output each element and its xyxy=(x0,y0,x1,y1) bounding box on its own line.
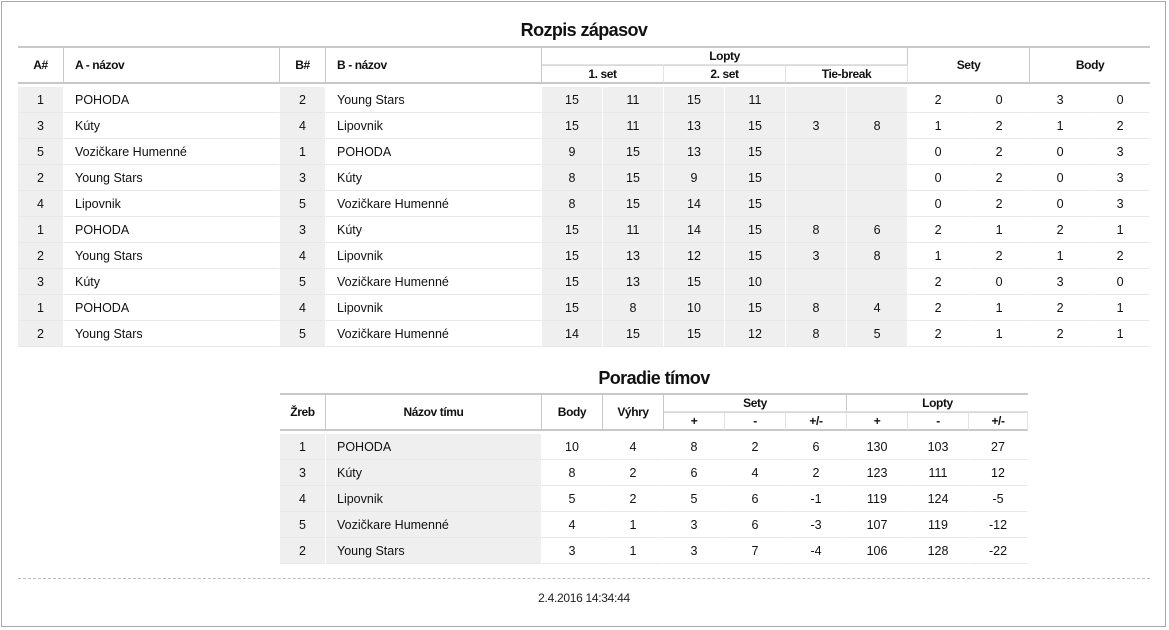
cell-set2-b: 15 xyxy=(725,217,786,243)
table-row xyxy=(18,243,1150,269)
cell-body-b: 1 xyxy=(1091,321,1150,347)
cell-zreb: 2 xyxy=(280,538,326,564)
cell-set1-a: 15 xyxy=(542,243,603,269)
cell-lop-diff: -22 xyxy=(969,538,1028,564)
table-row xyxy=(18,191,1150,217)
cell-set2-b: 15 xyxy=(725,113,786,139)
cell-sety-a: 0 xyxy=(908,139,969,165)
cell-tiebreak-b xyxy=(847,269,908,295)
cell-tiebreak-a xyxy=(786,84,847,113)
cell-set2-a: 12 xyxy=(664,243,725,269)
footer-divider xyxy=(18,578,1150,579)
cell-sety-a: 0 xyxy=(908,165,969,191)
cell-lop-minus: 124 xyxy=(908,486,969,512)
col-tiebreak: Tie-break xyxy=(786,65,908,84)
cell-b-name: Vozičkare Humenné xyxy=(326,191,542,217)
cell-set-minus: 6 xyxy=(725,486,786,512)
col-b-name: B - názov xyxy=(326,46,542,84)
cell-set2-b: 15 xyxy=(725,139,786,165)
table-row xyxy=(280,512,1028,538)
cell-tiebreak-a: 8 xyxy=(786,295,847,321)
cell-set1-b: 15 xyxy=(603,191,664,217)
cell-body: 8 xyxy=(542,460,603,486)
cell-set2-a: 15 xyxy=(664,269,725,295)
cell-b-num: 3 xyxy=(280,217,326,243)
cell-a-num: 5 xyxy=(18,139,64,165)
cell-team-name: Young Stars xyxy=(326,538,542,564)
cell-tiebreak-a: 8 xyxy=(786,217,847,243)
cell-set-plus: 8 xyxy=(664,431,725,460)
cell-set-minus: 7 xyxy=(725,538,786,564)
cell-b-num: 4 xyxy=(280,113,326,139)
cell-tiebreak-b: 5 xyxy=(847,321,908,347)
col-set-plus: + xyxy=(664,412,725,431)
cell-b-name: Kúty xyxy=(326,165,542,191)
cell-a-num: 2 xyxy=(18,243,64,269)
col-a-name: A - názov xyxy=(64,46,280,84)
cell-sety-a: 1 xyxy=(908,113,969,139)
cell-sety-b: 1 xyxy=(969,321,1030,347)
cell-set1-a: 15 xyxy=(542,295,603,321)
cell-set-diff: 2 xyxy=(786,460,847,486)
cell-set-minus: 4 xyxy=(725,460,786,486)
cell-tiebreak-b xyxy=(847,139,908,165)
cell-body-b: 0 xyxy=(1091,84,1150,113)
cell-set1-b: 15 xyxy=(603,321,664,347)
cell-set1-b: 11 xyxy=(603,217,664,243)
cell-a-num: 3 xyxy=(18,269,64,295)
cell-set2-a: 13 xyxy=(664,139,725,165)
cell-body: 3 xyxy=(542,538,603,564)
cell-body: 5 xyxy=(542,486,603,512)
cell-set2-a: 14 xyxy=(664,191,725,217)
cell-lop-diff: -12 xyxy=(969,512,1028,538)
cell-b-name: Lipovnik xyxy=(326,243,542,269)
cell-a-num: 1 xyxy=(18,295,64,321)
table-row xyxy=(280,431,1028,460)
table-row xyxy=(18,84,1150,113)
table-row xyxy=(280,486,1028,512)
cell-body-b: 1 xyxy=(1091,295,1150,321)
standings-table xyxy=(280,393,1028,564)
col-sety: Sety xyxy=(664,393,847,412)
col-sety: Sety xyxy=(908,46,1030,84)
cell-tiebreak-a: 3 xyxy=(786,113,847,139)
cell-tiebreak-b: 4 xyxy=(847,295,908,321)
cell-tiebreak-a: 3 xyxy=(786,243,847,269)
cell-b-name: POHODA xyxy=(326,139,542,165)
cell-a-name: Young Stars xyxy=(64,321,280,347)
cell-b-name: Vozičkare Humenné xyxy=(326,321,542,347)
cell-set2-a: 13 xyxy=(664,113,725,139)
cell-sety-b: 2 xyxy=(969,139,1030,165)
cell-set2-b: 15 xyxy=(725,295,786,321)
cell-set2-b: 11 xyxy=(725,84,786,113)
cell-b-name: Lipovnik xyxy=(326,113,542,139)
table-row xyxy=(18,269,1150,295)
cell-a-name: POHODA xyxy=(64,217,280,243)
cell-set1-a: 9 xyxy=(542,139,603,165)
cell-set1-a: 15 xyxy=(542,217,603,243)
table-row xyxy=(18,321,1150,347)
cell-a-num: 4 xyxy=(18,191,64,217)
cell-set2-a: 9 xyxy=(664,165,725,191)
cell-sety-a: 2 xyxy=(908,295,969,321)
cell-set2-b: 15 xyxy=(725,243,786,269)
cell-lop-minus: 111 xyxy=(908,460,969,486)
cell-a-name: POHODA xyxy=(64,84,280,113)
cell-sety-b: 2 xyxy=(969,113,1030,139)
cell-b-num: 2 xyxy=(280,84,326,113)
cell-lop-minus: 119 xyxy=(908,512,969,538)
cell-sety-b: 2 xyxy=(969,243,1030,269)
col-zreb: Žreb xyxy=(280,393,326,431)
table-row xyxy=(18,113,1150,139)
cell-set2-b: 10 xyxy=(725,269,786,295)
col-body: Body xyxy=(1030,46,1150,84)
cell-set-diff: -3 xyxy=(786,512,847,538)
cell-set2-a: 15 xyxy=(664,84,725,113)
cell-vyhry: 2 xyxy=(603,486,664,512)
cell-set1-b: 11 xyxy=(603,113,664,139)
col-lop-minus: - xyxy=(908,412,969,431)
cell-sety-b: 2 xyxy=(969,165,1030,191)
cell-set-plus: 5 xyxy=(664,486,725,512)
col-b-num: B# xyxy=(280,46,326,84)
col-vyhry: Výhry xyxy=(603,393,664,431)
cell-set1-a: 8 xyxy=(542,191,603,217)
cell-b-num: 4 xyxy=(280,295,326,321)
cell-a-name: POHODA xyxy=(64,295,280,321)
cell-b-num: 5 xyxy=(280,191,326,217)
col-lopty: Lopty xyxy=(847,393,1028,412)
cell-team-name: Vozičkare Humenné xyxy=(326,512,542,538)
cell-tiebreak-a xyxy=(786,165,847,191)
col-lopty: Lopty xyxy=(542,46,908,65)
cell-sety-b: 1 xyxy=(969,295,1030,321)
col-set-diff: +/- xyxy=(786,412,847,431)
cell-body-a: 3 xyxy=(1030,84,1091,113)
cell-set2-a: 15 xyxy=(664,321,725,347)
cell-set1-a: 15 xyxy=(542,113,603,139)
cell-body-b: 3 xyxy=(1091,165,1150,191)
cell-set-plus: 3 xyxy=(664,512,725,538)
cell-a-num: 2 xyxy=(18,321,64,347)
cell-a-name: Kúty xyxy=(64,269,280,295)
cell-lop-plus: 106 xyxy=(847,538,908,564)
cell-zreb: 5 xyxy=(280,512,326,538)
cell-vyhry: 1 xyxy=(603,512,664,538)
cell-body-a: 1 xyxy=(1030,243,1091,269)
cell-tiebreak-a xyxy=(786,139,847,165)
cell-set1-a: 14 xyxy=(542,321,603,347)
cell-a-num: 2 xyxy=(18,165,64,191)
cell-body-a: 2 xyxy=(1030,217,1091,243)
cell-set2-b: 15 xyxy=(725,165,786,191)
cell-team-name: Lipovnik xyxy=(326,486,542,512)
footer-timestamp: 2.4.2016 14:34:44 xyxy=(538,591,630,605)
cell-set1-b: 15 xyxy=(603,139,664,165)
cell-lop-diff: 27 xyxy=(969,431,1028,460)
cell-lop-diff: 12 xyxy=(969,460,1028,486)
table-row xyxy=(18,139,1150,165)
cell-b-num: 3 xyxy=(280,165,326,191)
table-row xyxy=(280,538,1028,564)
cell-team-name: Kúty xyxy=(326,460,542,486)
cell-a-num: 1 xyxy=(18,84,64,113)
matches-table xyxy=(18,46,1150,347)
cell-set2-a: 10 xyxy=(664,295,725,321)
cell-sety-a: 0 xyxy=(908,191,969,217)
cell-lop-plus: 119 xyxy=(847,486,908,512)
cell-a-name: Young Stars xyxy=(64,165,280,191)
cell-sety-b: 2 xyxy=(969,191,1030,217)
col-lop-plus: + xyxy=(847,412,908,431)
cell-body-a: 2 xyxy=(1030,321,1091,347)
col-lop-diff: +/- xyxy=(969,412,1028,431)
cell-lop-plus: 107 xyxy=(847,512,908,538)
cell-set1-a: 15 xyxy=(542,84,603,113)
cell-lop-plus: 123 xyxy=(847,460,908,486)
table-row xyxy=(18,295,1150,321)
cell-body-a: 1 xyxy=(1030,113,1091,139)
cell-a-name: Young Stars xyxy=(64,243,280,269)
cell-set-diff: 6 xyxy=(786,431,847,460)
cell-b-num: 4 xyxy=(280,243,326,269)
cell-sety-a: 2 xyxy=(908,84,969,113)
standings-title: Poradie tímov xyxy=(598,368,710,388)
cell-a-name: Lipovnik xyxy=(64,191,280,217)
cell-set2-b: 15 xyxy=(725,191,786,217)
cell-b-name: Lipovnik xyxy=(326,295,542,321)
cell-a-num: 1 xyxy=(18,217,64,243)
cell-set-diff: -1 xyxy=(786,486,847,512)
col-a-num: A# xyxy=(18,46,64,84)
cell-a-name: Kúty xyxy=(64,113,280,139)
cell-sety-a: 2 xyxy=(908,217,969,243)
col-set1: 1. set xyxy=(542,65,664,84)
cell-set-minus: 6 xyxy=(725,512,786,538)
cell-team-name: POHODA xyxy=(326,431,542,460)
cell-body-a: 3 xyxy=(1030,269,1091,295)
cell-set1-b: 13 xyxy=(603,269,664,295)
cell-zreb: 4 xyxy=(280,486,326,512)
cell-tiebreak-a: 8 xyxy=(786,321,847,347)
cell-tiebreak-b: 8 xyxy=(847,243,908,269)
cell-zreb: 1 xyxy=(280,431,326,460)
cell-lop-minus: 103 xyxy=(908,431,969,460)
cell-b-name: Young Stars xyxy=(326,84,542,113)
cell-tiebreak-a xyxy=(786,269,847,295)
cell-body-b: 3 xyxy=(1091,139,1150,165)
table-row xyxy=(18,217,1150,243)
cell-set1-a: 8 xyxy=(542,165,603,191)
cell-set-diff: -4 xyxy=(786,538,847,564)
cell-body: 10 xyxy=(542,431,603,460)
cell-tiebreak-a xyxy=(786,191,847,217)
cell-set1-b: 13 xyxy=(603,243,664,269)
cell-set1-b: 15 xyxy=(603,165,664,191)
cell-set2-b: 12 xyxy=(725,321,786,347)
cell-body-b: 1 xyxy=(1091,217,1150,243)
cell-b-name: Vozičkare Humenné xyxy=(326,269,542,295)
cell-b-num: 5 xyxy=(280,321,326,347)
cell-zreb: 3 xyxy=(280,460,326,486)
cell-sety-b: 1 xyxy=(969,217,1030,243)
cell-body-b: 3 xyxy=(1091,191,1150,217)
cell-sety-b: 0 xyxy=(969,84,1030,113)
cell-b-num: 1 xyxy=(280,139,326,165)
cell-lop-plus: 130 xyxy=(847,431,908,460)
col-body: Body xyxy=(542,393,603,431)
cell-body-a: 0 xyxy=(1030,139,1091,165)
cell-set-minus: 2 xyxy=(725,431,786,460)
cell-set1-a: 15 xyxy=(542,269,603,295)
cell-body-a: 0 xyxy=(1030,191,1091,217)
cell-sety-a: 2 xyxy=(908,321,969,347)
table-row xyxy=(18,165,1150,191)
cell-set1-b: 8 xyxy=(603,295,664,321)
cell-body-a: 2 xyxy=(1030,295,1091,321)
table-row xyxy=(280,460,1028,486)
cell-lop-minus: 128 xyxy=(908,538,969,564)
cell-tiebreak-b: 6 xyxy=(847,217,908,243)
cell-body-b: 2 xyxy=(1091,113,1150,139)
matches-title: Rozpis zápasov xyxy=(520,20,648,40)
cell-set2-a: 14 xyxy=(664,217,725,243)
cell-tiebreak-b xyxy=(847,84,908,113)
cell-set-plus: 3 xyxy=(664,538,725,564)
cell-tiebreak-b: 8 xyxy=(847,113,908,139)
col-set2: 2. set xyxy=(664,65,786,84)
cell-a-num: 3 xyxy=(18,113,64,139)
cell-set1-b: 11 xyxy=(603,84,664,113)
cell-sety-a: 1 xyxy=(908,243,969,269)
cell-b-name: Kúty xyxy=(326,217,542,243)
cell-vyhry: 1 xyxy=(603,538,664,564)
cell-vyhry: 4 xyxy=(603,431,664,460)
cell-body-b: 0 xyxy=(1091,269,1150,295)
cell-tiebreak-b xyxy=(847,165,908,191)
cell-body-b: 2 xyxy=(1091,243,1150,269)
col-team-name: Názov tímu xyxy=(326,393,542,431)
col-set-minus: - xyxy=(725,412,786,431)
cell-lop-diff: -5 xyxy=(969,486,1028,512)
cell-set-plus: 6 xyxy=(664,460,725,486)
cell-sety-a: 2 xyxy=(908,269,969,295)
cell-a-name: Vozičkare Humenné xyxy=(64,139,280,165)
cell-body: 4 xyxy=(542,512,603,538)
cell-vyhry: 2 xyxy=(603,460,664,486)
cell-sety-b: 0 xyxy=(969,269,1030,295)
cell-body-a: 0 xyxy=(1030,165,1091,191)
cell-b-num: 5 xyxy=(280,269,326,295)
cell-tiebreak-b xyxy=(847,191,908,217)
